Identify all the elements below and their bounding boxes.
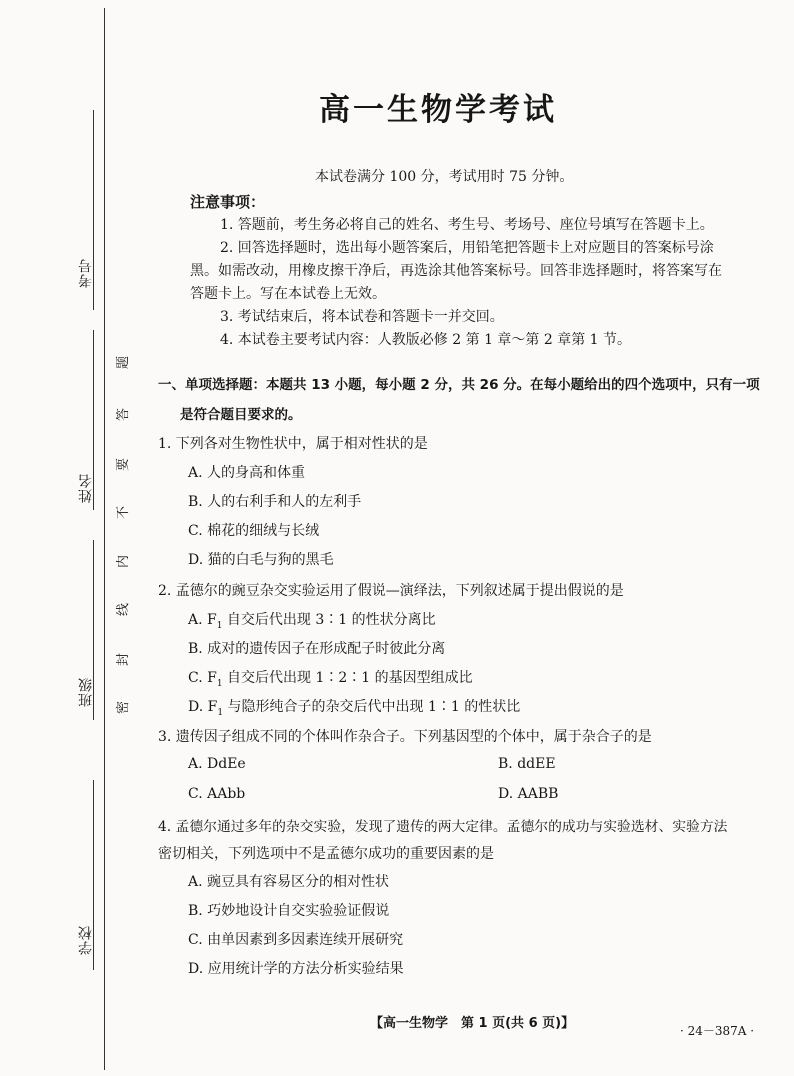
seal-char: 内 — [116, 554, 132, 569]
notice-title: 注意事项： — [190, 193, 266, 211]
option — [188, 609, 436, 631]
question-stem: 1. 下列各对生物性状中，属于相对性状的是 — [158, 436, 428, 452]
option-text: 与隐形纯合子的杂交后代中出现 1∶1 的性状比 — [223, 699, 521, 715]
subscript: 1 — [216, 620, 223, 631]
seal-char: 封 — [116, 652, 132, 667]
option: C. AAbb — [188, 786, 246, 802]
field-label-exam-number: 考号 — [78, 258, 94, 288]
option — [188, 696, 520, 718]
field-line-exam-number — [93, 110, 94, 310]
option — [188, 667, 473, 689]
option: B. 人的右利手和人的左利手 — [188, 494, 362, 510]
fold-line — [104, 8, 105, 1070]
option-text: 自交后代出现 3∶1 的性状分离比 — [222, 612, 436, 628]
notice-item: 2. 回答选择题时，选出每小题答案后，用铅笔把答题卡上对应题目的答案标号涂 — [220, 240, 714, 256]
paper-code: · 24－387A · — [680, 1024, 755, 1038]
exam-title: 高一生物学考试 — [319, 92, 557, 128]
option: C. 棉花的细绒与长绒 — [188, 523, 320, 539]
seal-char: 不 — [116, 505, 132, 520]
seal-char: 要 — [116, 457, 132, 472]
page-footer: 【高一生物学 第 1 页(共 6 页)】 — [370, 1016, 575, 1031]
field-line-school — [93, 780, 94, 970]
question-stem: 3. 遗传因子组成不同的个体叫作杂合子。下列基因型的个体中，属于杂合子的是 — [158, 729, 652, 745]
field-label-class: 班级 — [78, 677, 94, 707]
field-line-name — [93, 330, 94, 510]
option: C. 由单因素到多因素连续开展研究 — [188, 932, 404, 948]
field-label-name: 姓名 — [78, 473, 94, 503]
option-prefix: C. F — [188, 670, 217, 686]
option: D. AABB — [498, 786, 559, 802]
option: D. 猫的白毛与狗的黑毛 — [188, 552, 334, 568]
option-prefix: A. F — [188, 612, 217, 628]
field-label-school: 学校 — [78, 925, 94, 955]
option: B. ddEE — [498, 756, 556, 772]
question-stem-cont: 密切相关，下列选项中不是孟德尔成功的重要因素的是 — [158, 846, 494, 862]
section-heading: 一、单项选择题：本题共 13 小题，每小题 2 分，共 26 分。在每小题给出的四个选项中，只有一项 — [158, 377, 760, 393]
exam-subtitle: 本试卷满分 100 分，考试用时 75 分钟。 — [315, 169, 574, 185]
section-heading-cont: 是符合题目要求的。 — [180, 407, 302, 423]
subscript: 1 — [217, 707, 224, 718]
seal-char: 题 — [116, 355, 132, 370]
notice-item: 答题卡上。写在本试卷上无效。 — [190, 286, 386, 302]
field-line-class — [93, 540, 94, 720]
notice-item: 1. 答题前，考生务必将自己的姓名、考生号、考场号、座位号填写在答题卡上。 — [220, 217, 714, 233]
seal-char: 密 — [116, 700, 132, 715]
seal-char: 答 — [116, 407, 132, 422]
option: D. 应用统计学的方法分析实验结果 — [188, 961, 404, 977]
option: A. 人的身高和体重 — [188, 465, 306, 481]
option: A. 豌豆具有容易区分的相对性状 — [188, 874, 390, 890]
notice-item: 3. 考试结束后，将本试卷和答题卡一并交回。 — [220, 309, 504, 325]
option: A. DdEe — [188, 756, 246, 772]
seal-char: 线 — [116, 602, 132, 617]
subscript: 1 — [216, 678, 223, 689]
notice-item: 黑。如需改动，用橡皮擦干净后，再选涂其他答案标号。回答非选择题时，将答案写在 — [190, 263, 722, 279]
option-text: 自交后代出现 1∶2∶1 的基因型组成比 — [222, 670, 473, 686]
option: B. 巧妙地设计自交实验验证假说 — [188, 903, 390, 919]
notice-item: 4. 本试卷主要考试内容：人教版必修 2 第 1 章～第 2 章第 1 节。 — [220, 332, 632, 348]
option-prefix: D. F — [188, 699, 218, 715]
question-stem: 4. 孟德尔通过多年的杂交实验，发现了遗传的两大定律。孟德尔的成功与实验选材、实验方法 — [158, 819, 728, 835]
question-stem: 2. 孟德尔的豌豆杂交实验运用了假说—演绎法，下列叙述属于提出假说的是 — [158, 583, 624, 599]
option: B. 成对的遗传因子在形成配子时彼此分离 — [188, 641, 446, 657]
